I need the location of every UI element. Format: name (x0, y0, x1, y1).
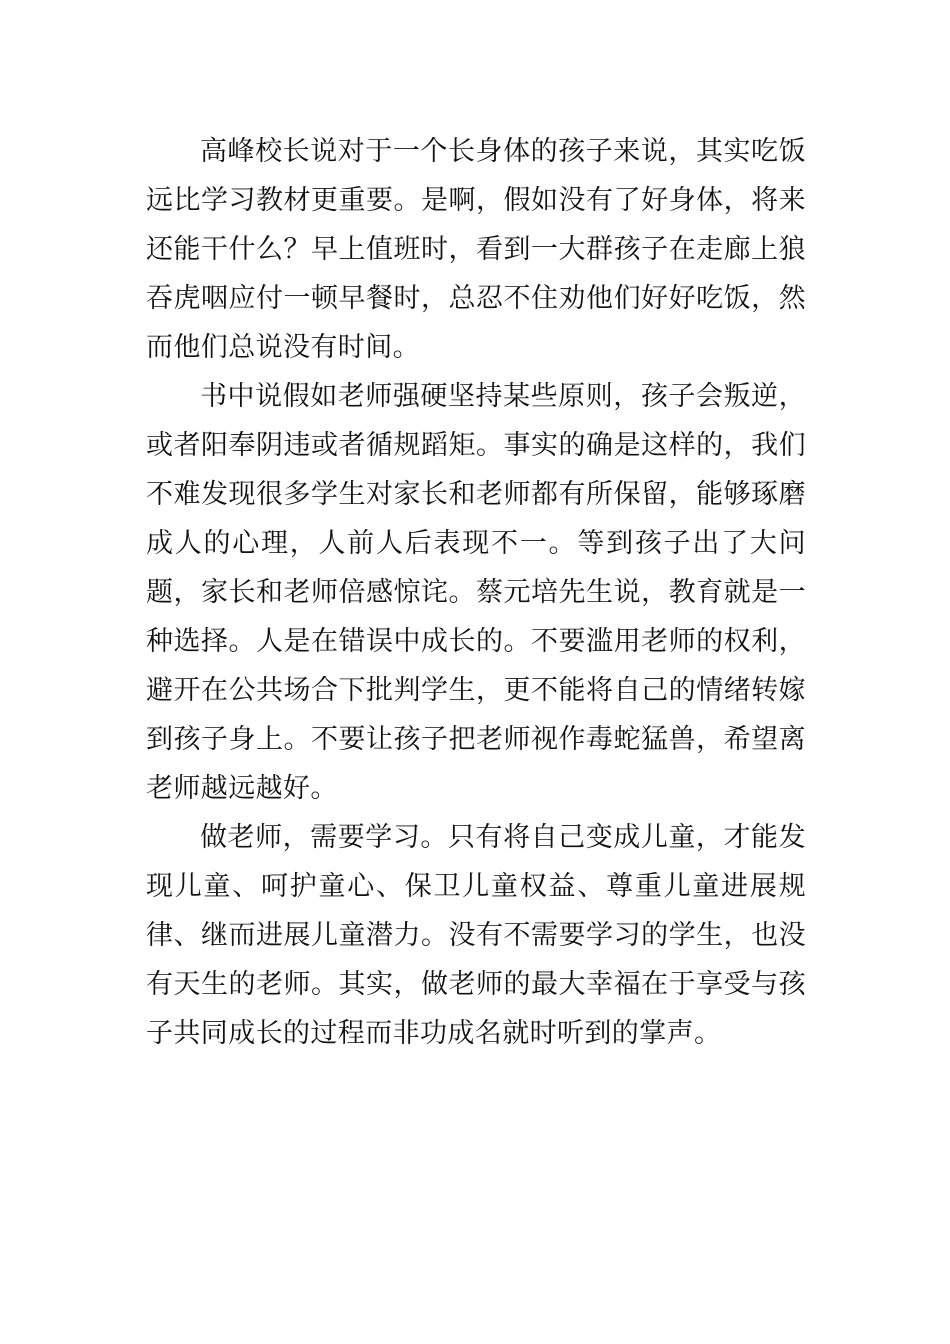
document-body (146, 127, 806, 1058)
paragraph-1: 高峰校长说对于一个长身体的孩子来说，其实吃饭远比学习教材更重要。是啊，假如没有了好身体，将来还能干什么？早上值班时，看到一大群孩子在走廊上狼吞虎咽应付一顿早餐时，总忍不住劝他们好好吃饭，然而他们总说没有时间。 (146, 136, 806, 363)
paragraph-3: 做老师，需要学习。只有将自己变成儿童，才能发现儿童、呵护童心、保卫儿童权益、尊重儿童进展规律、继而进展儿童潜力。没有不需要学习的学生，也没有天生的老师。其实，做老师的最大幸福在于享受与孩子共同成长的过程而非功成名就时听到的掌声。 (146, 822, 806, 1049)
paragraph-2: 书中说假如老师强硬坚持某些原则，孩子会叛逆，或者阳奉阴违或者循规蹈矩。事实的确是这样的，我们不难发现很多学生对家长和老师都有所保留，能够琢磨成人的心理，人前人后表现不一。等到孩子出了大问题，家长和老师倍感惊诧。蔡元培先生说，教育就是一种选择。人是在错误中成长的。不要滥用老师的权利，避开在公共场合下批判学生，更不能将自己的情绪转嫁到孩子身上。不要让孩子把老师视作毒蛇猛兽，希望离老师越远越好。 (146, 381, 806, 804)
